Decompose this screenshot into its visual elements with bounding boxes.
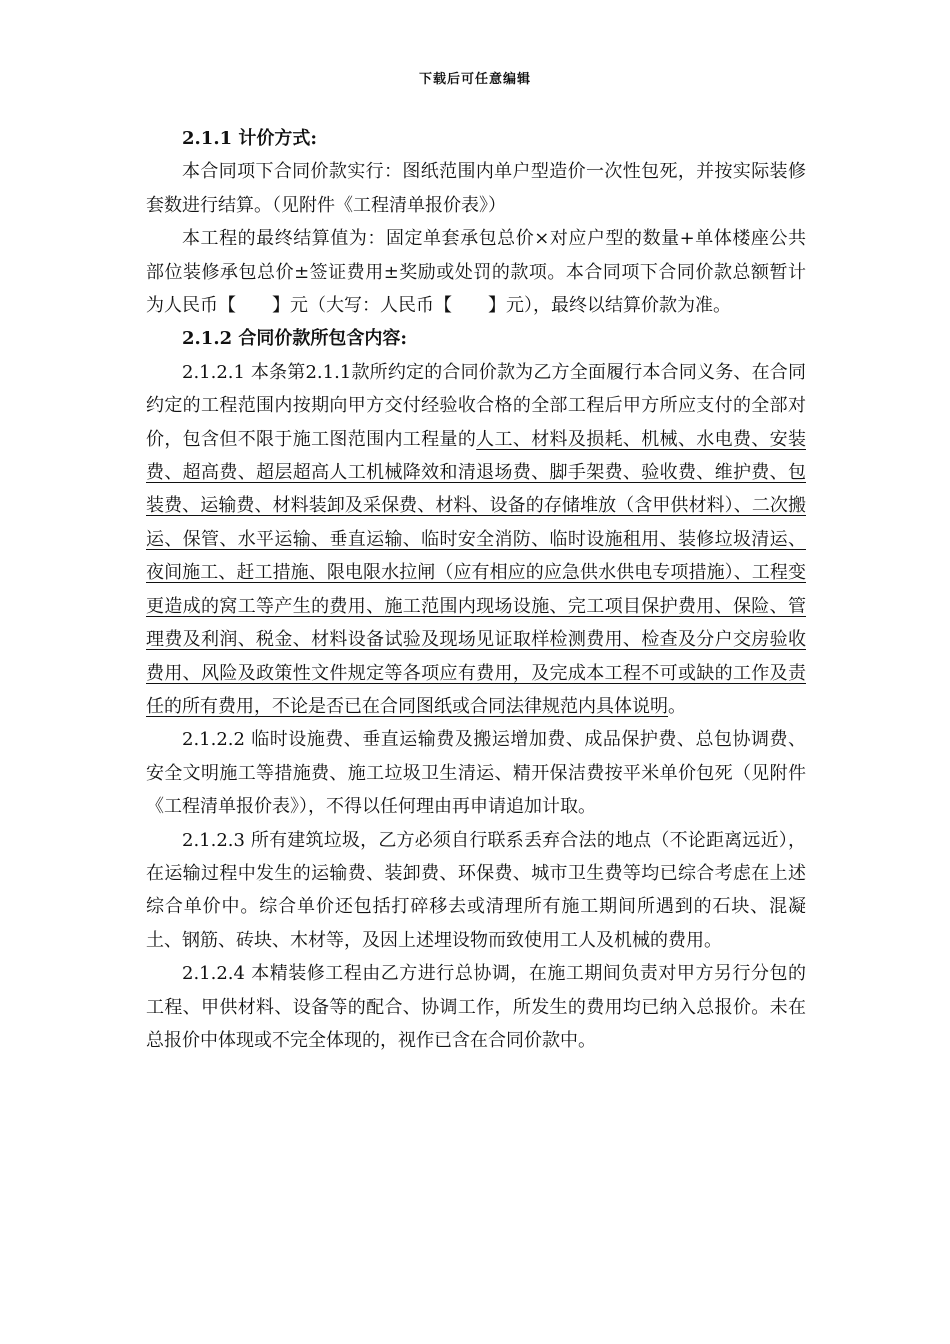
clause-2-1-2-1-end: 。 xyxy=(668,695,686,717)
section-2-1-1-paragraph-2: 本工程的最终结算值为：固定单套承包总价×对应户型的数量+单体楼座公共部位装修承包总价±签证费用±奖励或处罚的款项。本合同项下合同价款总额暂计为人民币【 】元（大写：人民币【 】元），最终以结算价款为准。 xyxy=(146,228,806,317)
document-body xyxy=(146,122,806,1057)
section-2-1-1-heading: 2.1.1 计价方式: xyxy=(182,128,318,149)
clause-2-1-2-3: 2.1.2.3 所有建筑垃圾，乙方必须自行联系丢弃合法的地点（不论距离远近），在运输过程中发生的运输费、装卸费、环保费、城市卫生费等均已综合考虑在上述综合单价中。综合单价还包括打碎移去或清理所有施工期间所遇到的石块、混凝土、钢筋、砖块、木材等，及因上述埋设物而致使用工人及机械的费用。 xyxy=(146,829,806,951)
page-header: 下载后可任意编辑 xyxy=(418,72,531,87)
section-2-1-1-paragraph-1: 本合同项下合同价款实行：图纸范围内单户型造价一次性包死，并按实际装修套数进行结算。（见附件《工程清单报价表》） xyxy=(146,161,806,216)
clause-2-1-2-4: 2.1.2.4 本精装修工程由乙方进行总协调，在施工期间负责对甲方另行分包的工程、甲供材料、设备等的配合、协调工作，所发生的费用均已纳入总报价。未在总报价中体现或不完全体现的，视作已含在合同价款中。 xyxy=(146,963,806,1051)
clause-2-1-2-1-underlined: 人工、材料及损耗、机械、水电费、安装费、超高费、超层超高人工机械降效和清退场费、脚手架费、验收费、维护费、包装费、运输费、材料装卸及采保费、材料、设备的存储堆放（含甲供材料）、二次搬运、保管、水平运输、垂直运输、临时安全消防、临时设施租用、装修垃圾清运、夜间施工、赶工措施、限电限水拉闸（应有相应的应急供水供电专项措施）、工程变更造成的窝工等产生的费用、施工范围内现场设施、完工项目保护费用、保险、管理费及利润、税金、材料设备试验及现场见证取样检测费用、检查及分户交房验收费用、风险及政策性文件规定等各项应有费用，及完成本工程不可或缺的工作及责任的所有费用，不论是否已在合同图纸或合同法律规范内具体说明 xyxy=(146,428,806,717)
clause-2-1-2-1 xyxy=(146,356,806,723)
clause-2-1-2-1-lead: 2.1.2.1 本条第2.1.1款所约定的合同价款为乙方全面履行本合同义务、在合同约定的工程范围内按期向甲方交付经验收合格的全部工程后甲方所应支付的全部对价，包含但不限于施工图范围内工程量的 xyxy=(146,361,806,450)
clause-2-1-2-2: 2.1.2.2 临时设施费、垂直运输费及搬运增加费、成品保护费、总包协调费、安全文明施工等措施费、施工垃圾卫生清运、精开保洁费按平米单价包死（见附件《工程清单报价表》），不得以任何理由再申请追加计取。 xyxy=(146,729,806,818)
section-2-1-2-heading: 2.1.2 合同价款所包含内容: xyxy=(182,328,408,350)
